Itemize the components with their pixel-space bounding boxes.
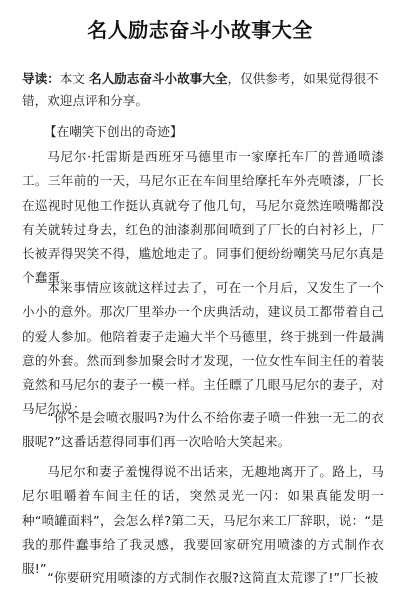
body-paragraph: “你不是会喷衣服吗?为什么不给你妻子喷一件独一无二的衣服呢?”这番话惹得同事们再一次哈哈大笑起来。 — [22, 410, 384, 450]
lead-paragraph — [22, 68, 384, 112]
section-heading: 【在嘲笑下创出的奇迹】 — [44, 124, 183, 139]
body-paragraph: “你要研究用喷漆的方式制作衣服?这简直太荒谬了!”厂长被 — [47, 570, 379, 585]
lead-suffix: ，仅供参考，如果觉得很不错，欢迎点评和分享。 — [22, 71, 379, 108]
body-paragraph: 马尼尔和妻子羞愧得说不出话来，无趣地离开了。路上，马尼尔咀嚼着车间主任的话，突然灵光一闪：如果真能发明一种“喷罐面料”，会怎么样?第二天，马尼尔来工厂辞职，说：“是我的那件蠢事给了我灵感，我要回家研究用喷漆的方式制作衣服!” — [22, 464, 384, 577]
lead-label: 导读： — [22, 71, 60, 86]
lead-prefix: 本文 — [59, 71, 89, 86]
body-paragraph: 马尼尔·托雷斯是西班牙马德里市一家摩托车厂的普通喷漆工。三年前的一天，马尼尔正在车间里给摩托车外壳喷漆，厂长在巡视时见他工作挺认真就夸了他几句，马尼尔竟然连喷嘴都没有关就转过身去，红色的油漆刹那间喷到了厂长的白衬衫上，厂长被弄得哭笑不得，尴尬地走了。同事们便纷纷嘲笑马尼尔真是个蠢蛋。 — [22, 149, 384, 286]
lead-article-name: 名人励志奋斗小故事大全 — [88, 71, 228, 86]
article-title: 名人励志奋斗小故事大全 — [87, 18, 313, 42]
body-paragraph: 本来事情应该就这样过去了，可在一个月后，又发生了一个小小的意外。那次厂里举办一个庆典活动，建议员工都带着自己的爱人参加。他陪着妻子走遍大半个马德里，终于挑到一件最满意的外套。然而到参加聚会时才发现，一位女性车间主任的着装竟然和马尼尔的妻子一模一样。主任瞟了几眼马尼尔的妻子，对马尼尔说： — [22, 280, 384, 417]
